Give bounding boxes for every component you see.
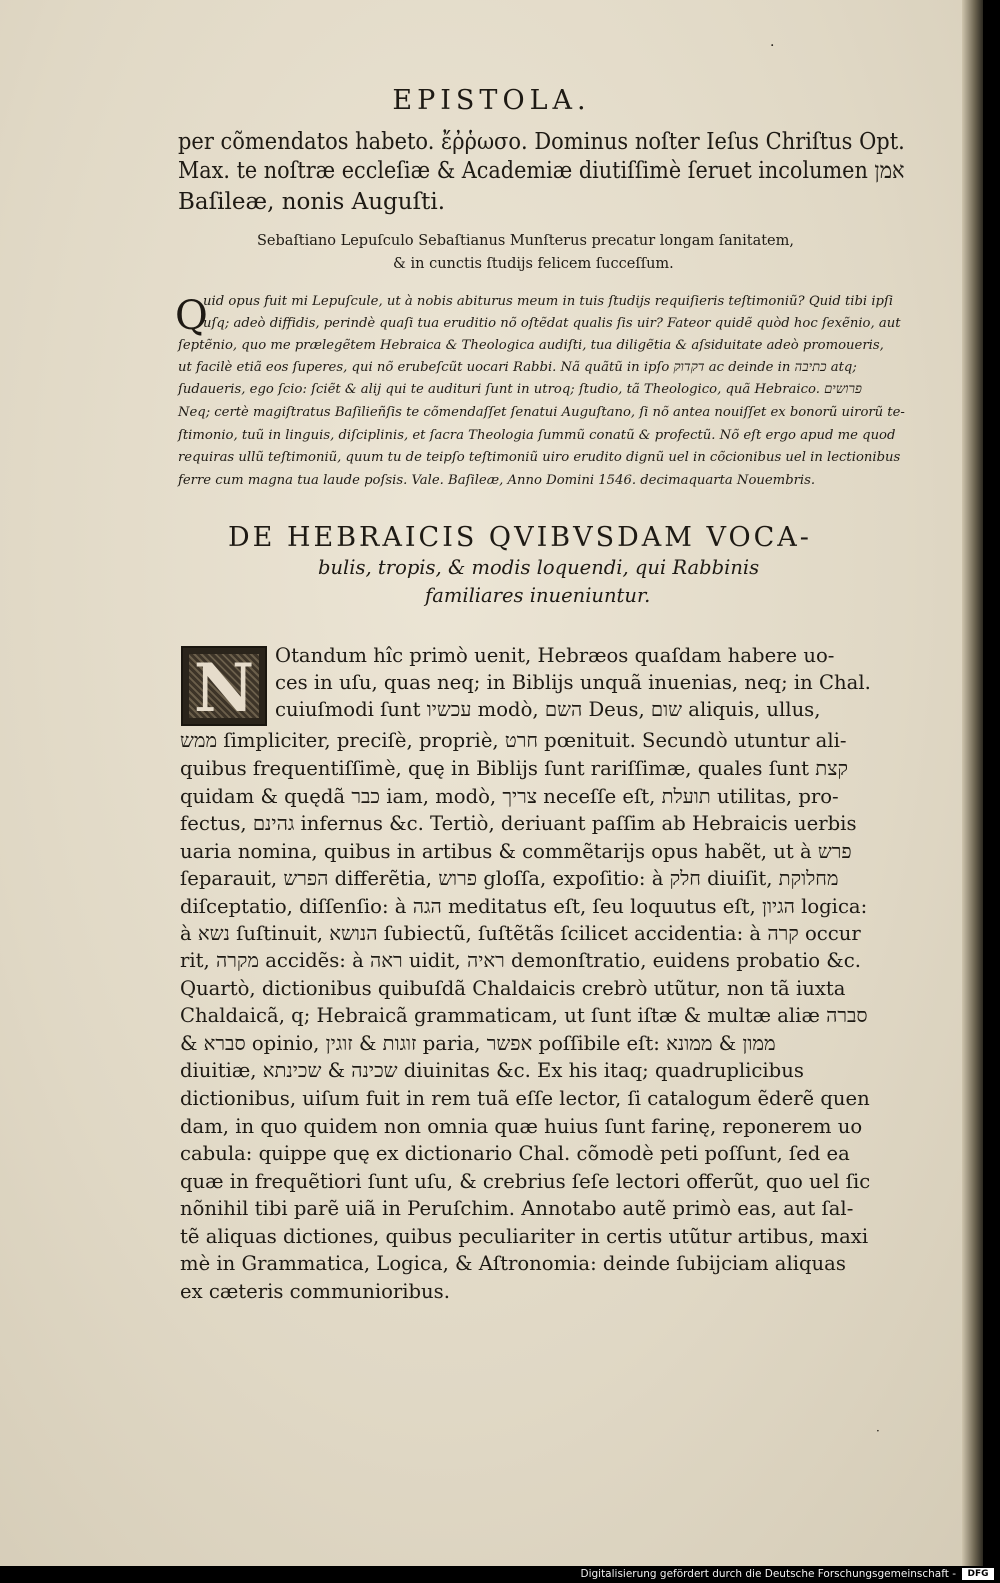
book-spine-shadow (962, 0, 983, 1566)
ink-speck-mark: · (876, 1424, 880, 1438)
body-line: diuitiæ, שכינה & שכינתא diuinitas &c. Ex his itaq; quadruplicibus (180, 1059, 804, 1082)
body-line: dictionibus, uiſum fuit in rem tuã eſſe lector, ſi catalogum ẽderẽ quen (180, 1087, 870, 1110)
body-line: cuiuſmodi ſunt עכשיו modò, השם Deus, שום aliquis, ullus, (275, 698, 821, 721)
dfg-logo: DFG (962, 1568, 994, 1580)
body-line: fectus, גהינם infernus &c. Tertiò, deriuant paſſim ab Hebraicis uerbis (180, 812, 857, 835)
body-line: & סברא opinio, זוגות & זוגין paria, אפשר poſſibile eſt: ממון & ממונא (180, 1032, 776, 1055)
salutation-line: & in cunctis ſtudijs felicem ſucceſſum. (393, 256, 674, 272)
body-line: ex cæteris communioribus. (180, 1280, 450, 1303)
opening-line: Baſileæ, nonis Auguſti. (178, 189, 446, 215)
body-line: rit, מקרה accidẽs: à ראה uidit, ראיה demonſtratio, euidens probatio &c. (180, 949, 861, 972)
body-line: à נשא ſuſtinuit, הנושא ſubiectũ, ſuſtẽtãs ſcilicet accidentia: à קרה occur (180, 922, 861, 945)
salutation-line: Sebaſtiano Lepuſculo Sebaſtianus Munſterus precatur longam ſanitatem, (257, 233, 794, 249)
body-line: nõnihil tibi parẽ uiã in Peruſchim. Annotabo autẽ primò eas, aut ſal- (180, 1197, 854, 1220)
body-line: quibus frequentiſſimè, quę in Biblijs ſunt rariſſimæ, quales ſunt קצת (180, 757, 848, 780)
body-line: cabula: quippe quę ex dictionario Chal. cõmodè peti poſſunt, ſed ea (180, 1142, 850, 1165)
body-line: quæ in frequẽtiori ſunt uſu, & crebrius ſeſe lectori offerũt, quo uel ſic (180, 1170, 871, 1193)
letter-line: requiras ullũ teſtimoniũ, quum tu de teipſo teſtimoniũ uiro erudito dignũ uel in cõcionibus uel in lectionibus (178, 450, 901, 465)
body-line: ממש ſimpliciter, preciſè, propriè, חרט pœnituit. Secundò utuntur ali- (180, 729, 847, 752)
letter-line: uid opus fuit mi Lepuſcule, ut à nobis abiturus meum in tuis ſtudijs requiſieris teſtimoniũ? Quid tibi ipſi (203, 294, 894, 309)
decorated-initial (181, 646, 267, 726)
letter-line: ferre cum magna tua laude poſsis. Vale. Baſileæ, Anno Domini 1546. decimaquarta Nouembris. (178, 473, 816, 488)
body-line: uaria nomina, quibus in artibus & commẽtarijs opus habẽt, ut à פרש (180, 840, 852, 863)
running-head: EPISTOLA. (392, 85, 591, 116)
body-line: mè in Grammatica, Logica, & Aſtronomia: deinde ſubijciam aliquas (180, 1252, 846, 1275)
ink-speck-mark: · (770, 38, 775, 54)
initial-letter: N (193, 649, 255, 727)
letter-line: ſudaueris, ego ſcio: ſciẽt & alij qui te audituri ſunt in utroq; ſtudio, tã Theologico, quã Hebraico. פרושים (178, 382, 862, 397)
body-line: Otandum hîc primò uenit, Hebræos quaſdam habere uo- (275, 644, 835, 667)
heading-line: familiares inueniuntur. (425, 584, 651, 607)
footer-credit: Digitalisierung gefördert durch die Deutsche Forschungsgemeinschaft - (580, 1568, 956, 1580)
body-line: ces in uſu, quas neq; in Biblijs unquã inuenias, neq; in Chal. (275, 671, 871, 694)
heading-line: DE HEBRAICIS QVIBVSDAM VOCA- (228, 522, 812, 553)
heading-line: bulis, tropis, & modis loquendi, qui Rabbinis (318, 556, 760, 579)
body-line: ſeparauit, הפרש differẽtia, פרוש gloſſa, expoſitio: à חלק diuiſit, מחלוקת (180, 867, 839, 890)
letter-line: Neq; certè magiſtratus Baſilieñſis te cõmendaſſet ſenatui Auguſtano, ſi nõ antea nouiſſet ex bonorũ uirorũ te- (178, 405, 905, 420)
letter-line: uſq; adeò diffidis, perindè quaſi tua eruditio nõ oſtẽdat qualis ſis uir? Fateor quidẽ quòd hoc ſexẽnio, aut (203, 316, 901, 331)
opening-line: Max. te noſtræ eccleſiæ & Academiæ diutiſſimè ſeruet incolumen אמן (178, 158, 905, 184)
body-line: diſceptatio, diſſenſio: à הגה meditatus eſt, ſeu loquutus eſt, הגיון logica: (180, 895, 868, 918)
body-line: Chaldaicã, q; Hebraicã grammaticam, ut ſunt iſtæ & multæ aliæ סברה (180, 1004, 868, 1027)
body-line: tẽ aliquas dictiones, quibus peculiariter in certis utũtur artibus, maxi (180, 1225, 869, 1248)
body-line: quidam & quędã כבר iam, modò, צריך neceſſe eſt, תועלת utilitas, pro- (180, 785, 839, 808)
letter-line: ſtimonio, tuũ in linguis, diſciplinis, et ſacra Theologia ſummũ conatũ & profectũ. Nõ eſt ergo apud me quod (178, 428, 896, 443)
letter-line: ſeptẽnio, quo me prælegẽtem Hebraica & Theologica audiſti, tua diligẽtia & aſsiduitate adeò promoueris, (178, 338, 884, 353)
letter-line: ut facilè etiã eos ſuperes, qui nõ erubeſcũt uocari Rabbi. Nã quãtũ in ipſo דקדוק ac deinde in כתיבה atq; (178, 360, 857, 375)
opening-line: per cõmendatos habeto. ἔῤῥωσο. Dominus noſter Ieſus Chriſtus Opt. (178, 129, 905, 155)
body-line: Quartò, dictionibus quibuſdã Chaldaicis crebrò utũtur, non tã iuxta (180, 977, 846, 1000)
letter-initial: Q (175, 293, 208, 339)
body-line: dam, in quo quidem non omnia quæ huius ſunt farinę, reponerem uo (180, 1115, 863, 1138)
